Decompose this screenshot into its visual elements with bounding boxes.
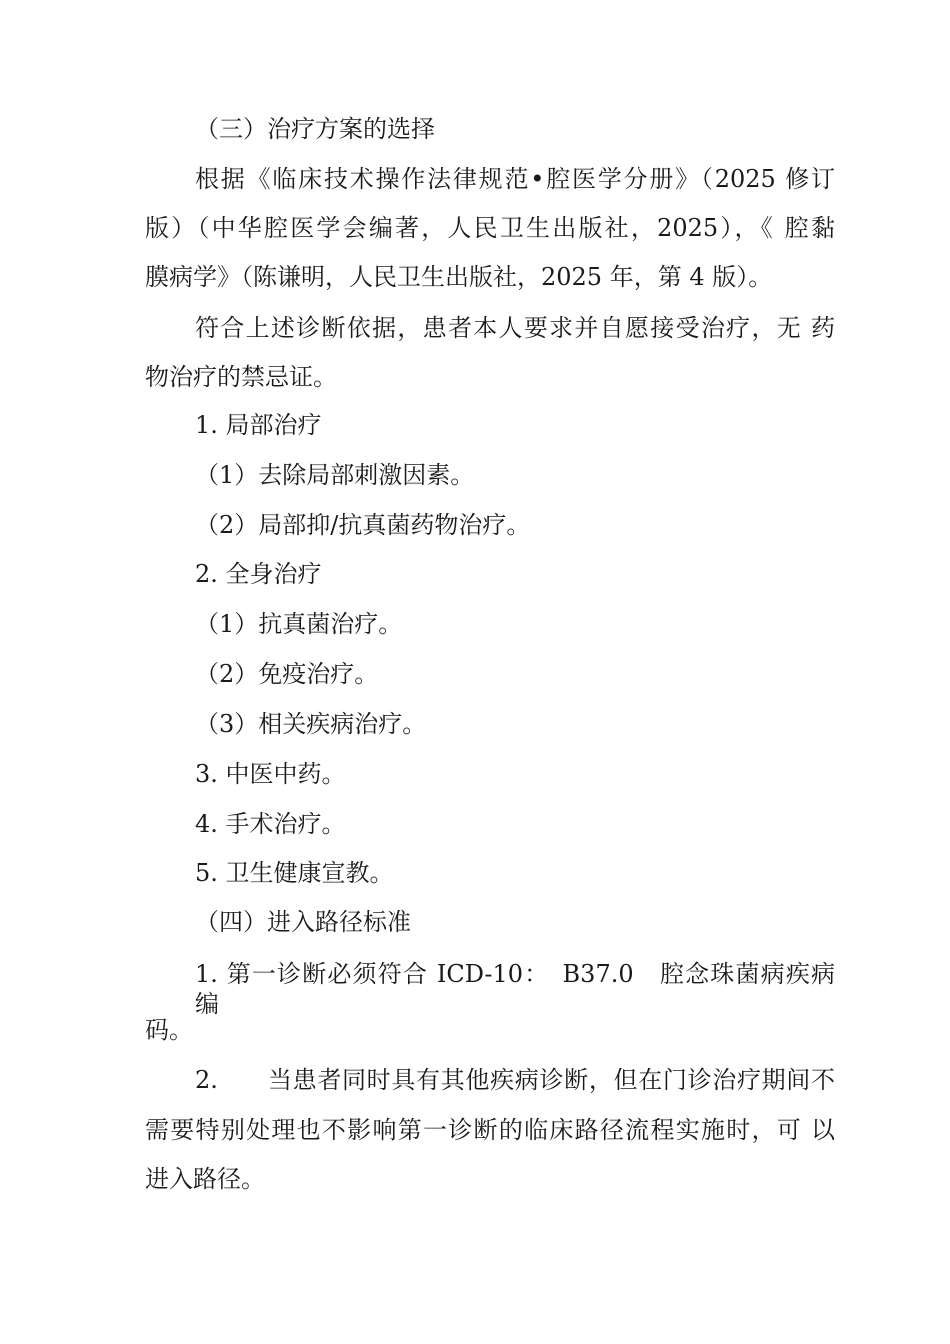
list-subitem-1-1: （1）去除局部刺激因素。 [195,461,475,489]
list-item-health-education: 5. 卫生健康宣教。 [195,859,394,887]
list-subitem-2-1: （1）抗真菌治疗。 [195,610,403,638]
list-subitem-1-2: （2）局部抑/抗真菌药物治疗。 [195,511,531,539]
list-subitem-2-2: （2）免疫治疗。 [195,660,379,688]
entry-criterion-2-line-3: 进入路径。 [145,1165,265,1193]
reference-paragraph-line-1: 根据《临床技术操作法律规范•腔医学分册》（2025 修订 [195,165,835,193]
condition-paragraph-line-2: 物治疗的禁忌证。 [145,363,337,391]
section-heading-4: （四）进入路径标准 [195,908,411,936]
list-subitem-2-3: （3）相关疾病治疗。 [195,710,427,738]
list-item-surgery: 4. 手术治疗。 [195,810,346,838]
list-item-tcm: 3. 中医中药。 [195,760,346,788]
condition-paragraph-line-1: 符合上述诊断依据，患者本人要求并自愿接受治疗，无 药 [195,314,835,342]
list-item-local-treatment: 1. 局部治疗 [195,411,322,439]
entry-criterion-2-line-1: 2. 当患者同时具有其他疾病诊断，但在门诊治疗期间不 [195,1066,835,1094]
section-heading-3: （三）治疗方案的选择 [195,115,435,143]
list-item-systemic-treatment: 2. 全身治疗 [195,560,322,588]
entry-criterion-2-line-2: 需要特别处理也不影响第一诊断的临床路径流程实施时，可 以 [145,1116,835,1144]
entry-criterion-1-line-1: 1. 第一诊断必须符合 ICD-10： B37.0 腔念珠菌病疾病 编 [195,960,859,1018]
entry-criterion-1-line-2: 码。 [145,1016,193,1044]
reference-paragraph-line-3: 膜病学》（陈谦明，人民卫生出版社，2025 年，第 4 版）。 [145,263,773,291]
reference-paragraph-line-2: 版）（中华腔医学会编著，人民卫生出版社，2025），《 腔黏 [145,214,835,242]
